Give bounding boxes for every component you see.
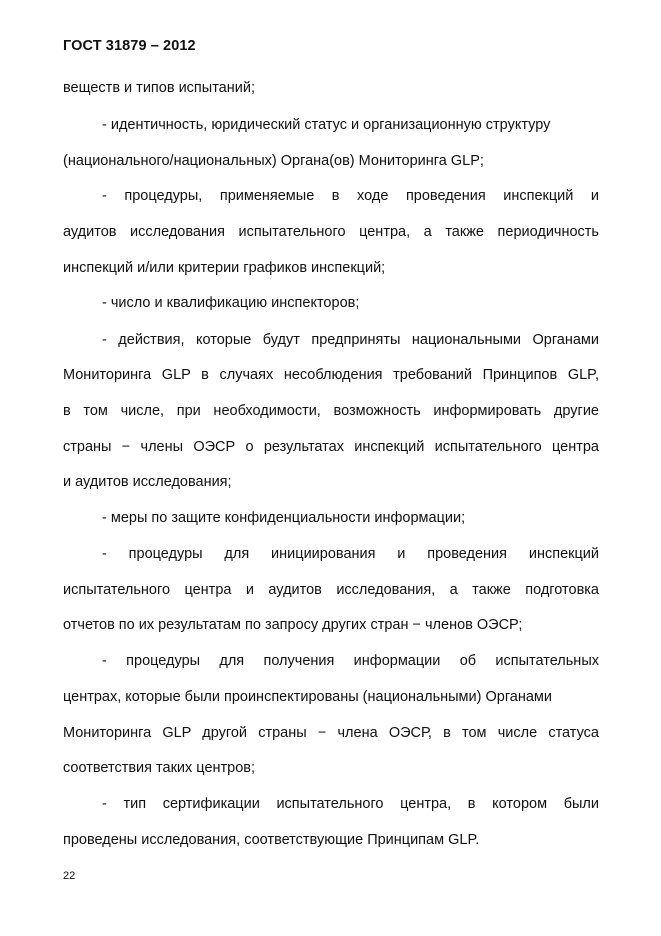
text-line: проведены исследования, соответствующие Принципам GLP.	[63, 832, 480, 848]
text-line: Мониторинга GLP в случаях несоблюдения требований Принципов GLP,	[63, 367, 599, 383]
document-header: ГОСТ 31879 – 2012	[63, 38, 196, 54]
text-line: - идентичность, юридический статус и организационную структуру	[102, 117, 551, 133]
text-line: инспекций и/или критерии графиков инспекций;	[63, 260, 386, 276]
text-line: соответствия таких центров;	[63, 760, 256, 776]
text-line: - процедуры для получения информации об испытательных	[102, 653, 599, 669]
text-line: - процедуры для инициирования и проведения инспекций	[102, 546, 599, 562]
text-line: - действия, которые будут предприняты национальными Органами	[102, 332, 599, 348]
text-line: отчетов по их результатам по запросу других стран − членов ОЭСР;	[63, 617, 523, 633]
text-line: центрах, которые были проинспектированы (национальными) Органами	[63, 689, 552, 705]
text-line: испытательного центра и аудитов исследования, а также подготовка	[63, 582, 599, 598]
text-line: страны − члены ОЭСР о результатах инспекций испытательного центра	[63, 439, 599, 455]
text-line: - меры по защите конфиденциальности информации;	[102, 510, 466, 526]
text-line: веществ и типов испытаний;	[63, 80, 255, 96]
text-line: в том числе, при необходимости, возможность информировать другие	[63, 403, 599, 419]
text-line: (национального/национальных) Органа(ов) Мониторинга GLP;	[63, 153, 484, 169]
text-line: - число и квалификацию инспекторов;	[102, 295, 360, 311]
text-line: - процедуры, применяемые в ходе проведения инспекций и	[102, 188, 599, 204]
page-number: 22	[63, 870, 76, 882]
text-line: и аудитов исследования;	[63, 474, 232, 490]
text-line: - тип сертификации испытательного центра, в котором были	[102, 796, 599, 812]
text-line: Мониторинга GLP другой страны − члена ОЭСР, в том числе статуса	[63, 725, 599, 741]
text-line: аудитов исследования испытательного центра, а также периодичность	[63, 224, 599, 240]
